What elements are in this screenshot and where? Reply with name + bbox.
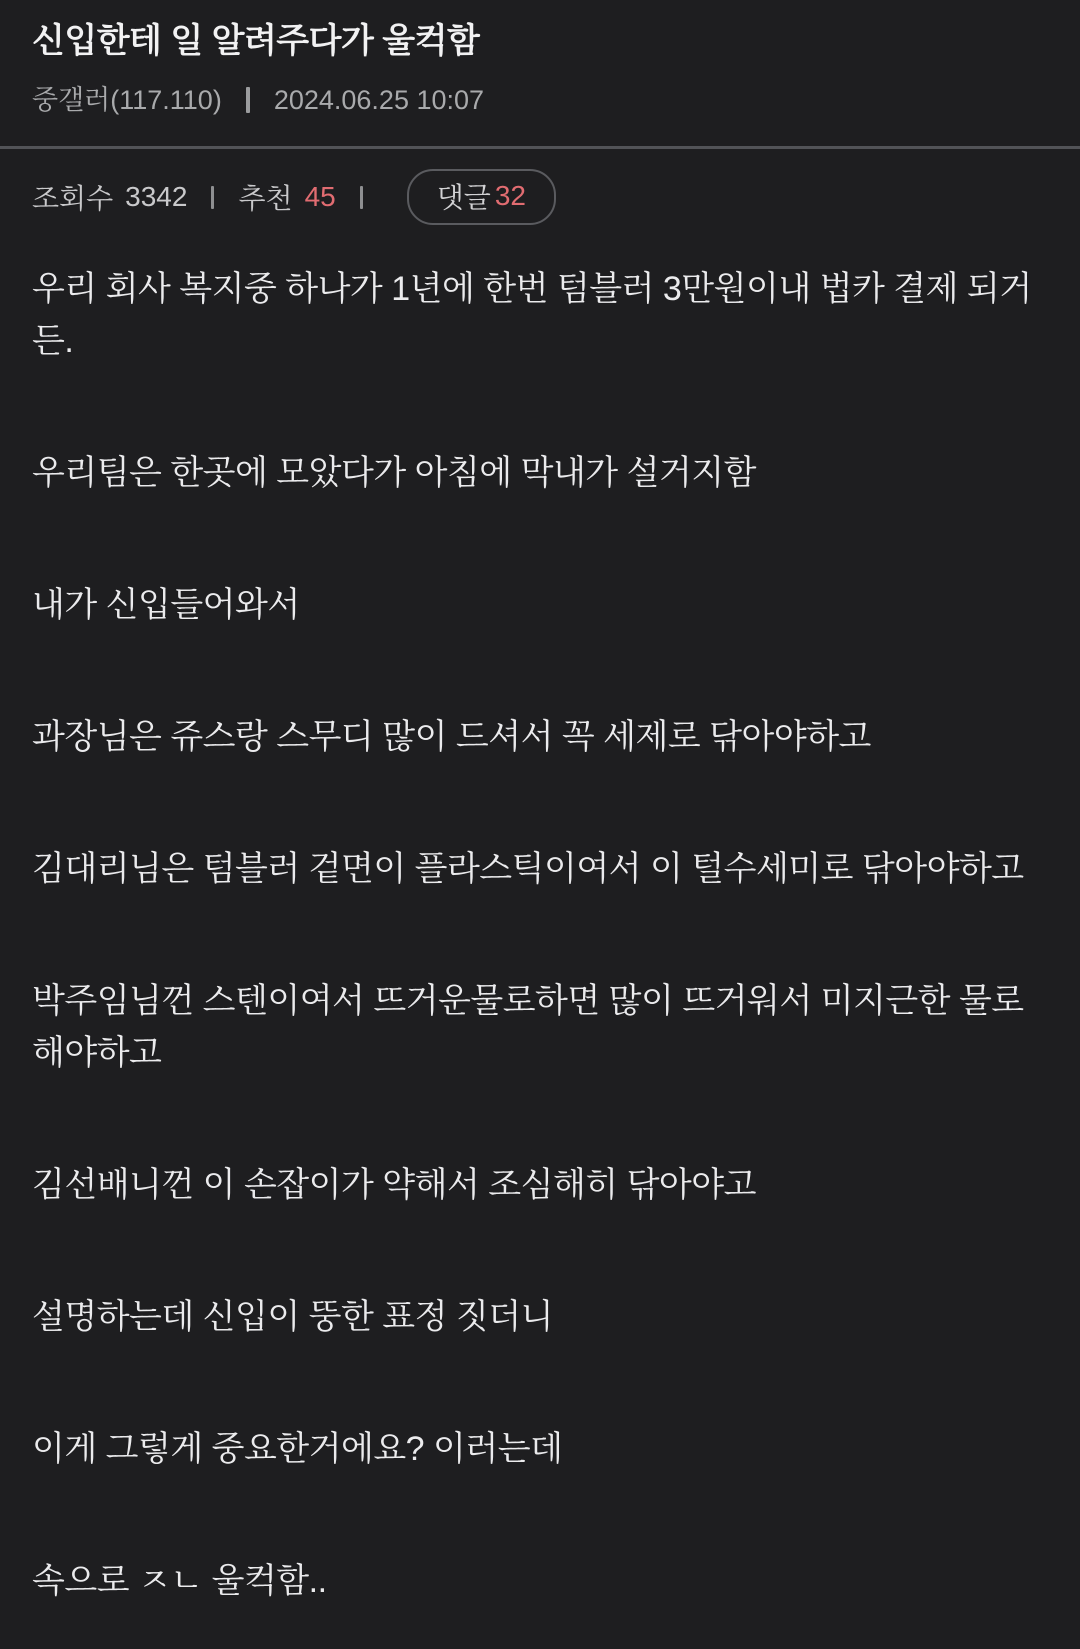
author-name[interactable]: 중갤러(117.110) xyxy=(32,85,222,115)
body-paragraph: 김대리님은 텀블러 겉면이 플라스틱이여서 이 털수세미로 닦아야하고 xyxy=(32,850,1024,888)
comments-label: 댓글 xyxy=(436,182,491,213)
body-paragraph: 설명하는데 신입이 뚱한 표정 짓더니 xyxy=(32,1298,553,1336)
header-divider xyxy=(0,146,1080,149)
likes-label: 추천 xyxy=(238,183,293,214)
comments-count: 32 xyxy=(494,180,526,211)
likes-count: 45 xyxy=(304,181,336,212)
post-stats-bar xyxy=(0,173,1080,221)
post-header xyxy=(0,0,1080,116)
likes-stat xyxy=(238,177,335,217)
body-paragraph: 박주임님껀 스텐이여서 뜨거운물로하면 많이 뜨거워서 미지근한 물로 해야하고 xyxy=(32,982,1024,1072)
stats-separator xyxy=(360,186,363,209)
body-paragraph: 과장님은 쥬스랑 스무디 많이 드셔서 꼭 세제로 닦아야하고 xyxy=(32,718,871,756)
meta-separator xyxy=(246,87,250,113)
post-timestamp: 2024.06.25 10:07 xyxy=(273,85,485,115)
body-paragraph: 우리팀은 한곳에 모았다가 아침에 막내가 설거지함 xyxy=(32,454,756,492)
views-stat xyxy=(32,177,187,217)
body-paragraph: 내가 신입들어와서 xyxy=(32,586,300,624)
body-paragraph: 우리 회사 복지중 하나가 1년에 한번 텀블러 3만원이내 법카 결제 되거든. xyxy=(32,270,1032,360)
stats-separator xyxy=(211,186,214,209)
body-paragraph: 속으로 ㅈㄴ 울컥함.. xyxy=(32,1562,327,1600)
body-paragraph: 김선배니껀 이 손잡이가 약해서 조심해히 닦아야고 xyxy=(32,1166,756,1204)
body-paragraph: 이게 그렇게 중요한거에요? 이러는데 xyxy=(32,1430,563,1468)
comments-button[interactable] xyxy=(407,169,556,225)
post-title: 신입한테 일 알려주다가 울컥함 xyxy=(32,22,480,60)
views-count: 3342 xyxy=(125,181,188,212)
post-body xyxy=(0,263,1080,1647)
views-label: 조회수 xyxy=(32,183,114,214)
post-meta xyxy=(32,84,1048,116)
